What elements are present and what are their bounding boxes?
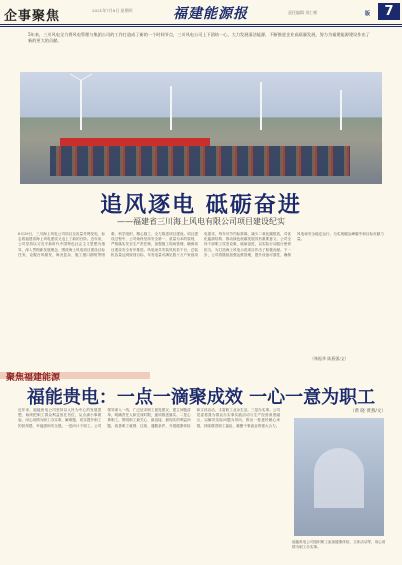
header-rule-thin <box>0 26 402 27</box>
editor-credit: 责任编辑 刘仁彬 <box>288 10 318 15</box>
article-credit: （林振华 陈燕强/文） <box>310 356 349 361</box>
intro-paragraph: 5年来，三川风电全力将风电管理与集团公司的工作打造成了新的一个时间节点，三川风电公司上下团结一心，大力发展清洁能源，不断推进企业高质量发展，努力为福建能源建设作出了新的更大的贡献。 <box>28 32 370 43</box>
article-headline: 追风逐电 砥砺奋进 <box>100 192 302 218</box>
worker-figure <box>314 448 364 508</box>
section-name: 企事聚焦 <box>4 9 61 24</box>
article-subheadline: ——福建省三川海上风电有限公司项目建设纪实 <box>117 217 285 226</box>
wind-farm-photo <box>20 72 382 184</box>
red-banner <box>60 138 210 146</box>
turbine-tower <box>260 82 262 130</box>
article2-headline: 福能贵电：一点一滴聚成效 一心一意为职工 <box>26 387 376 408</box>
photo-caption: 福能贵电公司组织职工参加健康体检、文体活动等，用心用情为职工办实事。 <box>292 540 386 549</box>
workers-photo <box>294 418 384 536</box>
page-header <box>0 0 402 26</box>
turbine-blade <box>70 74 81 81</box>
article2-body: 近年来，福能贵电公司坚持以人民为中心的发展思想，始终把职工群众利益放在首位，从点滴小事做起，用心用情为职工办实事、解难题，切实提升职工的获得感、幸福感和安全感。一是问计于职工。公司领导深入一线，广泛征求职工意见建议，建立问题清单，明确责任人和完成时限，逐项推进落实。二是心系职工。围绕职工最关心、最直接、最现实的利益问题，改善职工就餐、住宿、通勤条件，开展健康体检和文体活动，丰富职工业余生活。三是办实事。公司党委将我为群众办实事实践活动与生产经营深度融合，以解决实际问题为导向，推出一批惠民暖心举措，持续增进职工福祉，凝聚干事创业的强大合力。 <box>18 408 280 428</box>
turbine-tower <box>340 90 342 130</box>
page-label: 版 <box>365 11 371 17</box>
turbine-tower <box>80 80 82 130</box>
article-body: 6月29日，三川海上风电公司项目全容量并网发电，标志着福建省海上风电建设又迈上了新的台阶。近年来，公司坚持以习近平新时代中国特色社会主义思想为指导，深入贯彻新发展理念，围绕海上风电项目建设目标任务，克服台风频发、海况复杂、施工窗口期短等困难，科学组织，精心施工，全力推进项目建设。项目建设过程中，公司始终坚持安全第一、质量为本的原则，严格落实安全生产责任制，加强施工现场管理，确保项目建设安全有序推进。风电场共安装风机若干台，总装机容量达到规划目标，年发电量可满足数十万户家庭用电需求，每年可节约标准煤、减少二氧化碳排放，对优化能源结构、推动绿色低碳发展具有重要意义。公司全体干部职工攻坚克难，砥砺奋进，以实际行动践行使命担当，为打造海上风电示范项目作出了积极贡献。下一步，公司将继续加强运维管理，提升设备可靠性，确保风电场安全稳定运行，为实现碳达峰碳中和目标贡献力量。 <box>18 232 384 257</box>
group-photo-crowd <box>50 146 350 176</box>
page-number: 7 <box>378 3 400 20</box>
turbine-tower <box>170 86 172 130</box>
turbine-blade <box>81 74 92 81</box>
header-rule <box>0 24 402 25</box>
masthead: 福建能源报 <box>173 6 248 22</box>
issue-date: 2021年7月8日 星期四 <box>92 8 133 13</box>
section-title: 聚焦福建能源 <box>6 373 61 383</box>
article2-byline: （黄 晓 黄燕/文） <box>350 409 386 414</box>
